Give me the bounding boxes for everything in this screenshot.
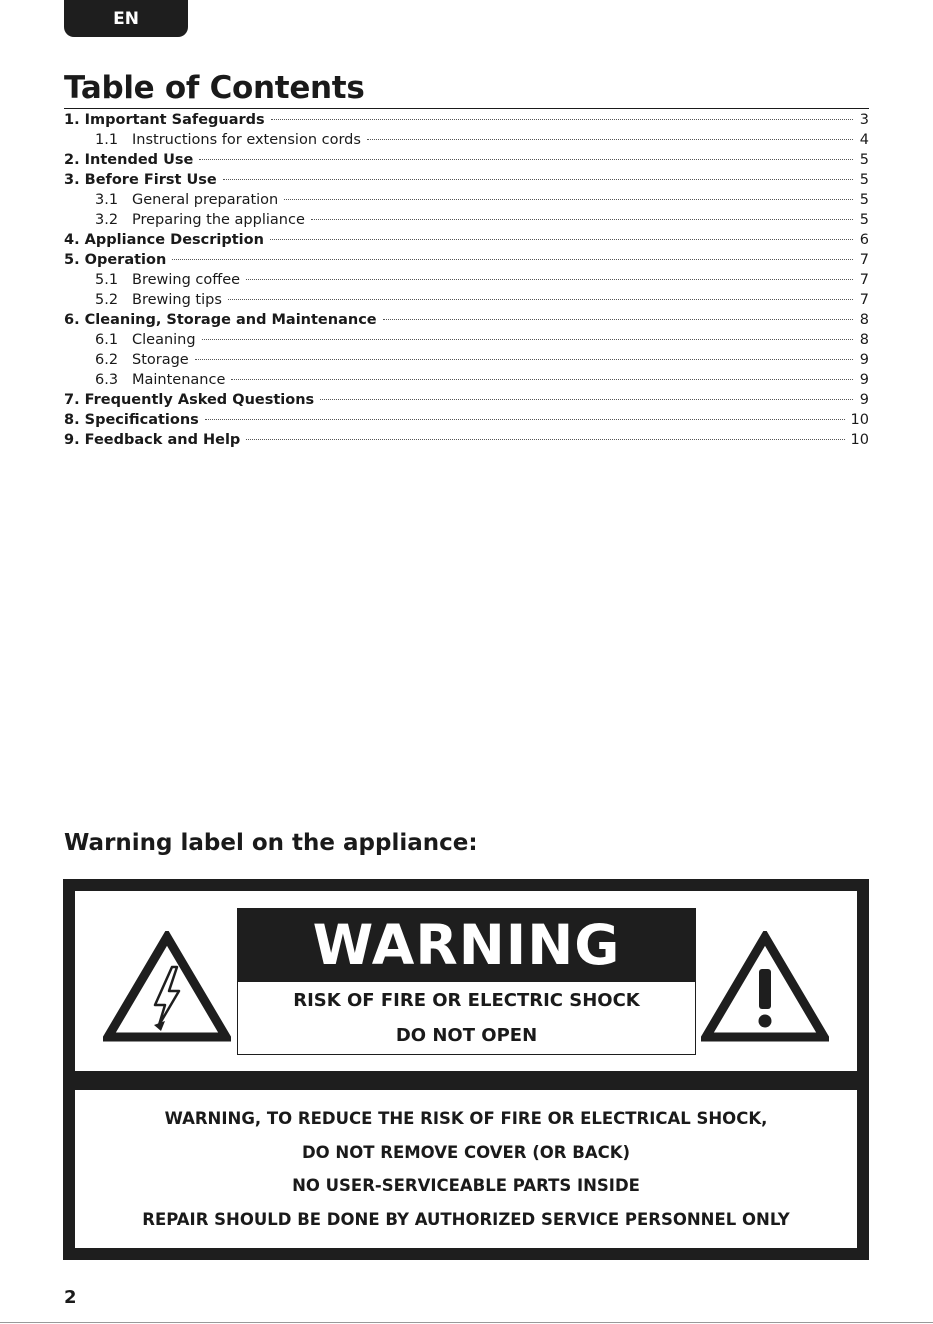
toc-entry-label: 6. Cleaning, Storage and Maintenance: [64, 312, 377, 328]
toc-entry-label: 3. Before First Use: [64, 172, 217, 188]
toc-leader-dots: [205, 419, 845, 420]
toc-entry-page: 9: [859, 352, 869, 368]
toc-leader-dots: [228, 299, 853, 300]
toc-entry-label: 4. Appliance Description: [64, 232, 264, 248]
toc-leader-dots: [246, 439, 844, 440]
warning-line: DO NOT REMOVE COVER (OR BACK): [301, 1142, 631, 1162]
language-tab: [64, 0, 188, 37]
toc-entry-label: General preparation: [132, 192, 279, 208]
toc-entry-page: 10: [850, 432, 869, 448]
warning-line: WARNING, TO REDUCE THE RISK OF FIRE OR ELECTRICAL SHOCK,: [164, 1108, 768, 1128]
toc-entry: [64, 232, 869, 252]
toc-entry: [64, 132, 869, 152]
toc-entry: [64, 412, 869, 432]
toc-entry-page: 6: [859, 232, 869, 248]
toc-entry-number: 6.1: [95, 332, 119, 348]
toc-entry-page: 3: [859, 112, 869, 128]
toc-entry-label: 9. Feedback and Help: [64, 432, 241, 448]
toc-entry: [64, 392, 869, 412]
toc-leader-dots: [195, 359, 853, 360]
toc-entry-page: 7: [859, 292, 869, 308]
toc-entry: [64, 312, 869, 332]
toc-entry: [64, 292, 869, 312]
toc-leader-dots: [271, 119, 853, 120]
toc-entry-number: 3.2: [95, 212, 119, 228]
toc-leader-dots: [311, 219, 853, 220]
toc-leader-dots: [199, 159, 853, 160]
toc-entry-page: 5: [859, 192, 869, 208]
page-number: 2: [64, 1287, 77, 1308]
toc-entry: [64, 212, 869, 232]
warning-word: WARNING: [238, 909, 695, 982]
toc-entry-label: Brewing coffee: [132, 272, 241, 288]
toc-entry-label: Cleaning: [132, 332, 196, 348]
toc-divider: [64, 108, 869, 109]
toc-entry: [64, 272, 869, 292]
warning-heading: Warning label on the appliance:: [64, 830, 478, 856]
toc-entry-label: 1. Important Safeguards: [64, 112, 265, 128]
warning-label: [63, 879, 869, 1260]
warning-label-bottom-panel: [75, 1090, 857, 1248]
toc-entry: [64, 352, 869, 372]
toc-entry-label: Storage: [132, 352, 189, 368]
toc-entry-label: 8. Specifications: [64, 412, 199, 428]
warning-label-top-panel: [75, 891, 857, 1071]
toc-leader-dots: [367, 139, 853, 140]
toc-leader-dots: [231, 379, 853, 380]
warning-line: NO USER-SERVICEABLE PARTS INSIDE: [292, 1176, 640, 1196]
language-label: EN: [113, 8, 139, 29]
toc-leader-dots: [202, 339, 853, 340]
toc-entry: [64, 332, 869, 352]
toc-entry-page: 4: [859, 132, 869, 148]
warning-subline-2: DO NOT OPEN: [395, 1025, 538, 1046]
toc-leader-dots: [320, 399, 853, 400]
page-bottom-rule: [0, 1322, 933, 1323]
toc-leader-dots: [223, 179, 853, 180]
toc-entry-label: Instructions for extension cords: [132, 132, 361, 148]
toc-entry-label: 7. Frequently Asked Questions: [64, 392, 315, 408]
toc-entry: [64, 112, 869, 132]
toc-entry-page: 7: [859, 272, 869, 288]
toc-entry-number: 1.1: [95, 132, 119, 148]
exclamation-triangle-icon: [701, 931, 829, 1043]
toc-entry-page: 10: [850, 412, 869, 428]
table-of-contents: [64, 112, 869, 452]
electric-shock-triangle-icon: [103, 931, 231, 1043]
warning-line: REPAIR SHOULD BE DONE BY AUTHORIZED SERVICE PERSONNEL ONLY: [142, 1210, 790, 1230]
toc-entry-number: 5.2: [95, 292, 119, 308]
toc-entry-page: 5: [859, 212, 869, 228]
toc-title: Table of Contents: [64, 70, 365, 106]
toc-entry-page: 5: [859, 152, 869, 168]
warning-subline-1: RISK OF FIRE OR ELECTRIC SHOCK: [293, 990, 640, 1011]
toc-leader-dots: [270, 239, 853, 240]
toc-entry-label: Maintenance: [132, 372, 226, 388]
toc-leader-dots: [284, 199, 853, 200]
toc-entry-page: 5: [859, 172, 869, 188]
toc-entry: [64, 192, 869, 212]
toc-leader-dots: [246, 279, 853, 280]
toc-entry: [64, 172, 869, 192]
toc-entry: [64, 372, 869, 392]
warning-box: [237, 908, 696, 1055]
toc-entry-label: Brewing tips: [132, 292, 222, 308]
toc-entry-page: 8: [859, 312, 869, 328]
toc-entry-label: 5. Operation: [64, 252, 167, 268]
toc-entry-number: 5.1: [95, 272, 119, 288]
toc-entry-page: 9: [859, 392, 869, 408]
toc-entry-number: 3.1: [95, 192, 119, 208]
toc-entry-number: 6.2: [95, 352, 119, 368]
toc-entry: [64, 152, 869, 172]
toc-entry: [64, 432, 869, 452]
toc-entry-page: 9: [859, 372, 869, 388]
toc-entry-page: 7: [859, 252, 869, 268]
toc-entry-label: 2. Intended Use: [64, 152, 194, 168]
toc-leader-dots: [172, 259, 853, 260]
toc-entry-page: 8: [859, 332, 869, 348]
toc-entry-number: 6.3: [95, 372, 119, 388]
toc-entry: [64, 252, 869, 272]
toc-leader-dots: [383, 319, 853, 320]
toc-entry-label: Preparing the appliance: [132, 212, 305, 228]
